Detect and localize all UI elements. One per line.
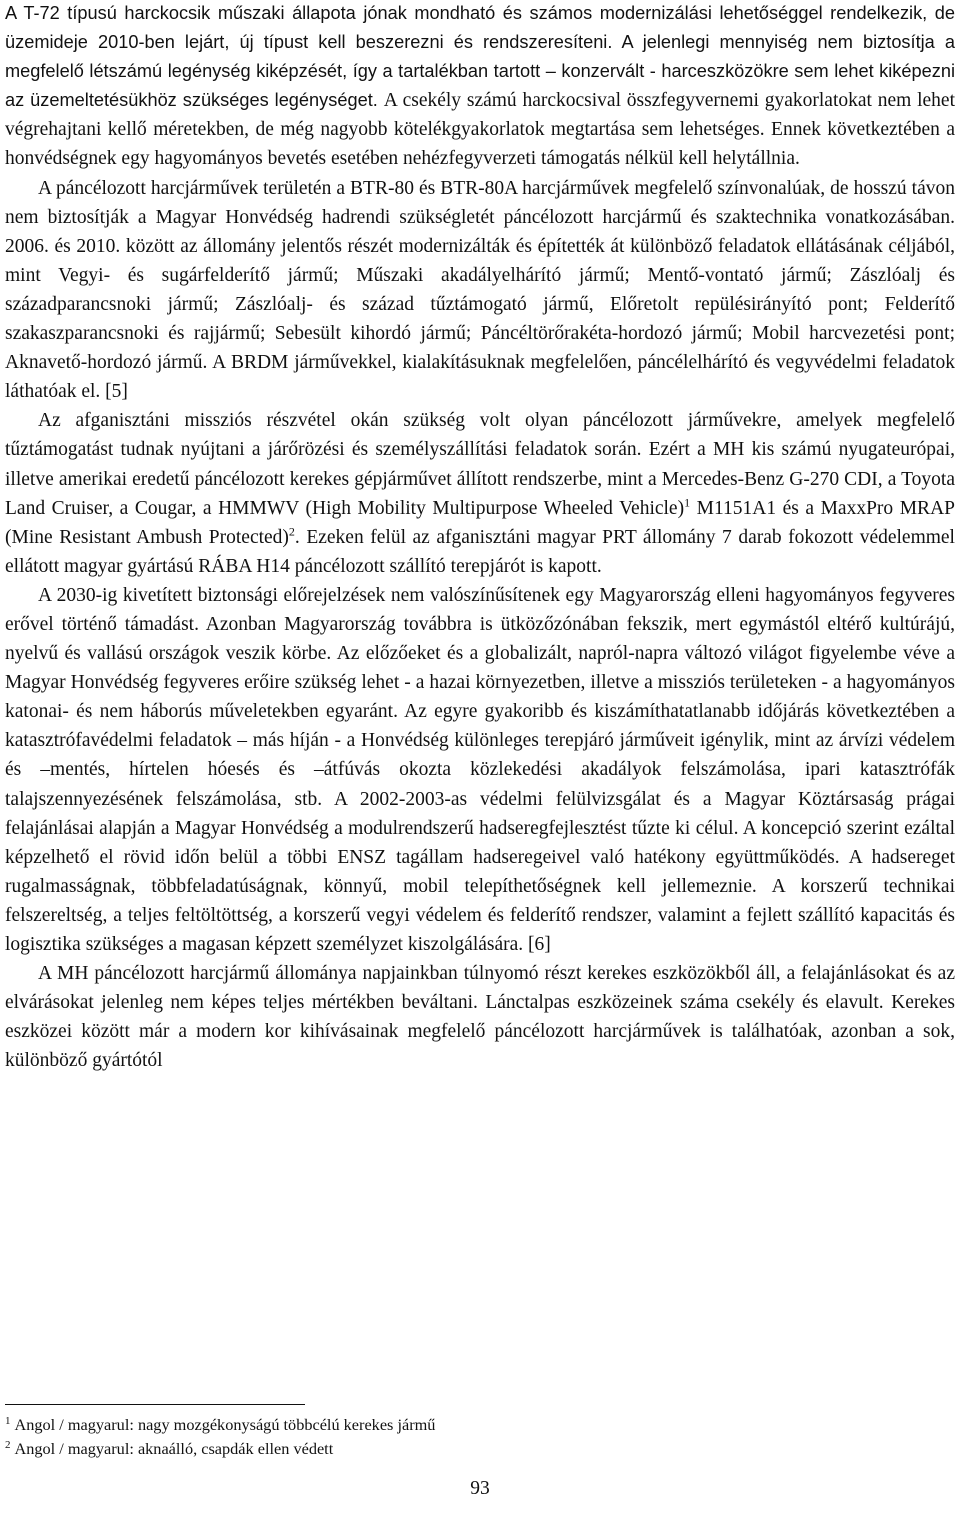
footnote-separator [5, 1404, 305, 1405]
footnote-2-number: 2 [5, 1438, 11, 1451]
footnotes-section [5, 1404, 955, 1461]
paragraph-3-part-b: M1151A1 és a MaxxPro MRAP (Mine Resistant Ambush Protected) [5, 497, 955, 548]
paragraph-2 [5, 174, 955, 407]
footnote-1-text: Angol / magyarul: nagy mozgékonyságú többcélú kerekes jármű [14, 1415, 436, 1434]
paragraph-5 [5, 959, 955, 1075]
paragraph-4-text: A 2030-ig kivetített biztonsági előrejelzések nem valószínűsítenek egy Magyarország elleni hagyományos fegyveres erővel történő támadást. Azonban Magyarország továbbra is ütközőzónában fekszik, mert egymástól eltérő kultúrájú, nyelvű és vallású országok veszik körbe. Az előzőeket és a globalizált, napról-napra változó világot figyelembe véve a Magyar Honvédség fegyveres erőire szükség lehet - a hazai környezetben, illetve a missziós területeken - a hagyományos katonai- és nem háborús műveletekben egyaránt. Az egyre gyakoribb és kiszámíthatatlanabb időjárás következtében a katasztrófavédelmi feladatok – más híján - a Honvédség különleges terepjáró járműveit igénylik, mint az árvízi védelem és –mentés, hírtelen hóesés és –átfúvás okozta közlekedési akadályok felszámolása, ipari katasztrófák talajszennyezésének felszámolása, stb. A 2002-2003-as védelmi felülvizsgálat és a Magyar Köztársaság prágai felajánlásai alapján a Magyar Honvédség a modulrendszerű hadseregfejlesztést tűzte ki célul. A koncepció szerint ezáltal képzelhető el rövid időn belül a többi ENSZ tagállam hadseregeivel való hatékony együttműködés. A hadsereget rugalmasságnak, többfeladatúságnak, könnyű, mobil telepíthetőségnek kell jellemeznie. A korszerű technikai felszereltség, a teljes feltöltöttség, a korszerű vegyi védelem és felderítő rendszer, valamint a fejlett szállító kapacitás és logisztika szükséges a magasan képzett személyzet kiszolgálására. [6] [5, 584, 955, 955]
footnote-2 [5, 1437, 955, 1461]
paragraph-3-part-c: . Ezeken felül az afganisztáni magyar PRT állomány 7 darab fokozott védelemmel ellátott magyar gyártású RÁBA H14 páncélozott szállító terepjárót is kapott. [5, 526, 955, 577]
paragraph-1-part-a: A T-72 típusú harckocsik műszaki állapota jónak mondható és számos modernizálási lehetőséggel rendelkezik, de üzemideje 2010-ben lejárt, új típust kell beszerezni és rendszeresíteni. A jelenlegi mennyiség nem biztosítja a megfelelő létszámú legénység kiképzését, így a tartalékban tartott – konzervált - harceszközökre sem lehet kiképezni az üzemeltetésükhöz szükséges legénységet. [5, 3, 955, 111]
document-page [5, 0, 955, 1075]
footnote-ref-2: 2 [288, 524, 295, 539]
paragraph-3 [5, 406, 955, 581]
paragraph-5-text: A MH páncélozott harcjármű állománya napjainkban túlnyomó részt kerekes eszközökből áll, a felajánlásokat és az elvárásokat jelenleg nem képes teljes mértékben beváltani. Lánctalpas eszközeinek száma csekély és elavult. Kerekes eszközei között már a modern kor kihívásainak megfelelő páncélozott harcjárművek is találhatóak, azonban a sok, különböző gyártótól [5, 963, 955, 1072]
paragraph-1 [5, 0, 955, 174]
paragraph-2-text: A páncélozott harcjárművek területén a BTR-80 és BTR-80A harcjárművek megfelelő színvonalúak, de hosszú távon nem biztosítják a Magyar Honvédség hadrendi szükségletét páncélozott harcjármű és szaktechnika vonatkozásában. 2006. és 2010. között az állomány jelentős részét modernizálták és építették át különböző feladatok ellátásának céljából, mint Vegyi- és sugárfelderítő jármű; Műszaki akadályelhárító jármű; Mentő-vontató jármű; Zászlóalj és századparancsnoki jármű; Zászlóalj- és század tűztámogató jármű, Előretolt repülésirányító pont; Felderítő szakaszparancsnoki és rajjármű; Sebesült kihordó jármű; Páncéltörőrakéta-hordozó jármű; Mobil harcvezetési pont; Aknavető-hordozó jármű. A BRDM járművekkel, kialakításuknak megfelelően, páncélelhárító és vegyvédelmi feladatok láthatóak el. [5] [5, 177, 955, 403]
page-number: 93 [470, 1478, 490, 1499]
footnote-ref-1: 1 [684, 495, 691, 510]
paragraph-1-part-b: A csekély számú harckocsival összfegyvernemi gyakorlatokat nem lehet végrehajtani kellő méretekben, de még nagyobb kötelékgyakorlatok megtartása sem lehetséges. Ennek következtében a honvédségnek egy hagyományos bevetés esetében nehézfegyverzeti támogatás nélkül kell helytállnia. [5, 90, 955, 170]
footnote-2-text: Angol / magyarul: aknaálló, csapdák ellen védett [14, 1439, 334, 1458]
footnote-1 [5, 1413, 955, 1437]
paragraph-3-part-a: Az afganisztáni missziós részvétel okán szükség volt olyan páncélozott járművekre, amelyek megfelelő tűztámogatást tudnak nyújtani a járőrözési és személyszállítási feladatok során. Ezért a MH kis számú nyugateurópai, illetve amerikai eredetű páncélozott kerekes gépjárművet állított rendszerbe, mint a Mercedes-Benz G-270 CDI, a Toyota Land Cruiser, a Cougar, a HMMWV (High Mobility Multipurpose Wheeled Vehicle) [5, 410, 955, 519]
paragraph-4 [5, 581, 955, 959]
footnote-1-number: 1 [5, 1414, 11, 1427]
